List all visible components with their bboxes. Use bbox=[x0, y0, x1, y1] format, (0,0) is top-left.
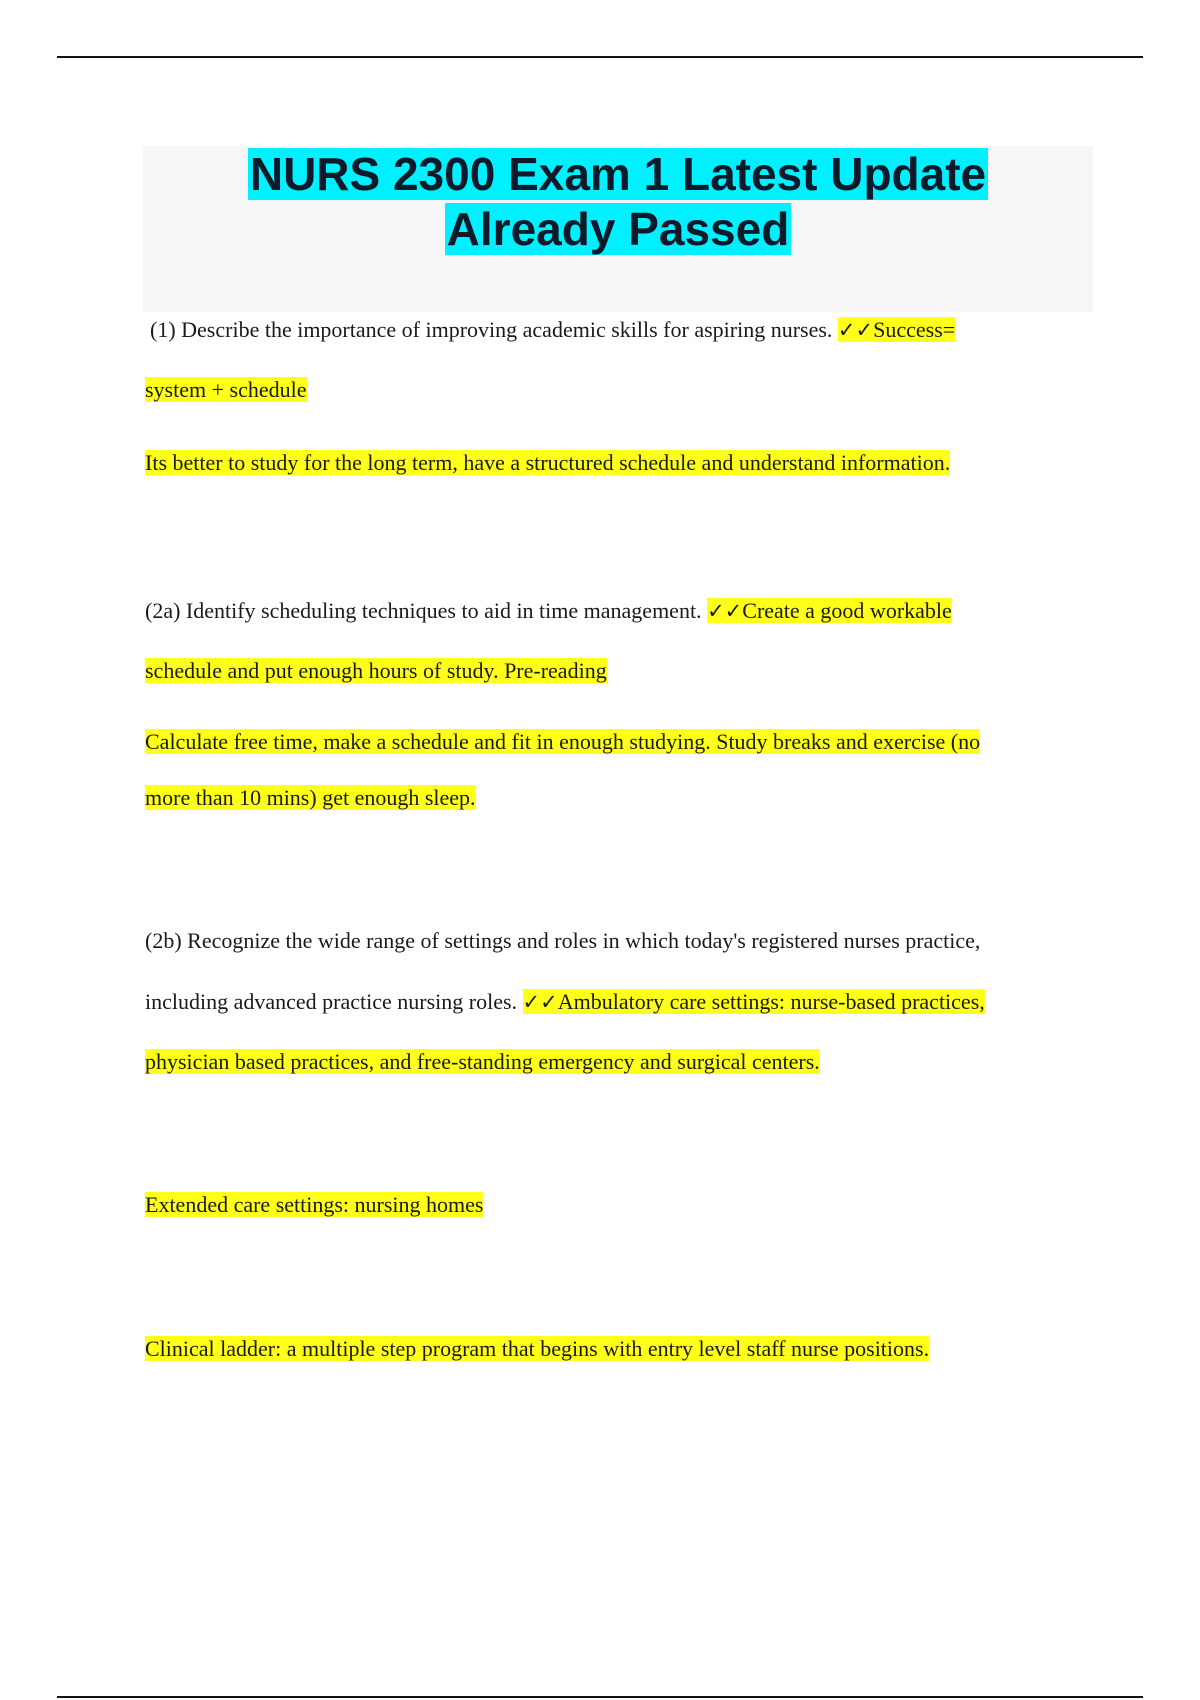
q1-note: Its better to study for the long term, have a structured schedule and understand information. bbox=[145, 450, 951, 475]
title-line-1 bbox=[143, 146, 1093, 202]
q1-question: (1) Describe the importance of improving academic skills for aspiring nurses. bbox=[150, 317, 833, 342]
q2b-question-2: including advanced practice nursing roles. bbox=[145, 989, 518, 1014]
check-mark-icon: ✓✓ bbox=[707, 599, 743, 623]
q1-answer-line1: Success= bbox=[873, 317, 956, 342]
header-rule bbox=[57, 56, 1143, 58]
q1-question-line bbox=[150, 315, 955, 345]
check-mark-icon: ✓✓ bbox=[522, 990, 558, 1014]
footer-rule bbox=[57, 1696, 1143, 1698]
title-line-2 bbox=[143, 201, 1093, 257]
q2a-note-2: more than 10 mins) get enough sleep. bbox=[145, 785, 476, 810]
q2b-question-line-1 bbox=[145, 926, 980, 956]
q2b-question-1: (2b) Recognize the wide range of settings and roles in which today's registered nurses practice, bbox=[145, 928, 981, 953]
q2b-extended-care-line bbox=[145, 1190, 483, 1220]
q2b-answer-line2: physician based practices, and free-standing emergency and surgical centers. bbox=[145, 1049, 820, 1074]
q2a-answer-line1: Create a good workable bbox=[742, 598, 952, 623]
q2b-answer-line bbox=[145, 1047, 820, 1077]
q2b-answer-start bbox=[523, 989, 985, 1014]
q2b-extended-care: Extended care settings: nursing homes bbox=[145, 1192, 484, 1217]
q2b-question-line-2 bbox=[145, 987, 985, 1017]
q2b-clinical-ladder-line bbox=[145, 1334, 929, 1364]
q2a-answer-line bbox=[145, 656, 607, 686]
q2a-note-line-1 bbox=[145, 727, 980, 757]
q1-answer-line bbox=[145, 375, 307, 405]
q1-answer-line2: system + schedule bbox=[145, 377, 307, 402]
q2a-answer-line2: schedule and put enough hours of study. Pre-reading bbox=[145, 658, 607, 683]
title-text-2: Already Passed bbox=[446, 203, 790, 255]
q2a-answer-start bbox=[707, 598, 952, 623]
q1-note-line bbox=[145, 448, 950, 478]
q2a-note-1: Calculate free time, make a schedule and fit in enough studying. Study breaks and exercise (no bbox=[145, 729, 981, 754]
check-mark-icon: ✓✓ bbox=[837, 318, 874, 342]
q1-answer-start bbox=[838, 317, 955, 342]
title-text-1: NURS 2300 Exam 1 Latest Update bbox=[249, 148, 987, 200]
title-banner bbox=[143, 146, 1093, 312]
q2a-note-line-2 bbox=[145, 783, 476, 813]
q2b-answer-line1: Ambulatory care settings: nurse-based practices, bbox=[557, 989, 985, 1014]
q2a-question-line bbox=[145, 596, 952, 626]
q2b-clinical-ladder: Clinical ladder: a multiple step program that begins with entry level staff nurse positions. bbox=[145, 1336, 930, 1361]
q2a-question: (2a) Identify scheduling techniques to aid in time management. bbox=[145, 598, 702, 623]
